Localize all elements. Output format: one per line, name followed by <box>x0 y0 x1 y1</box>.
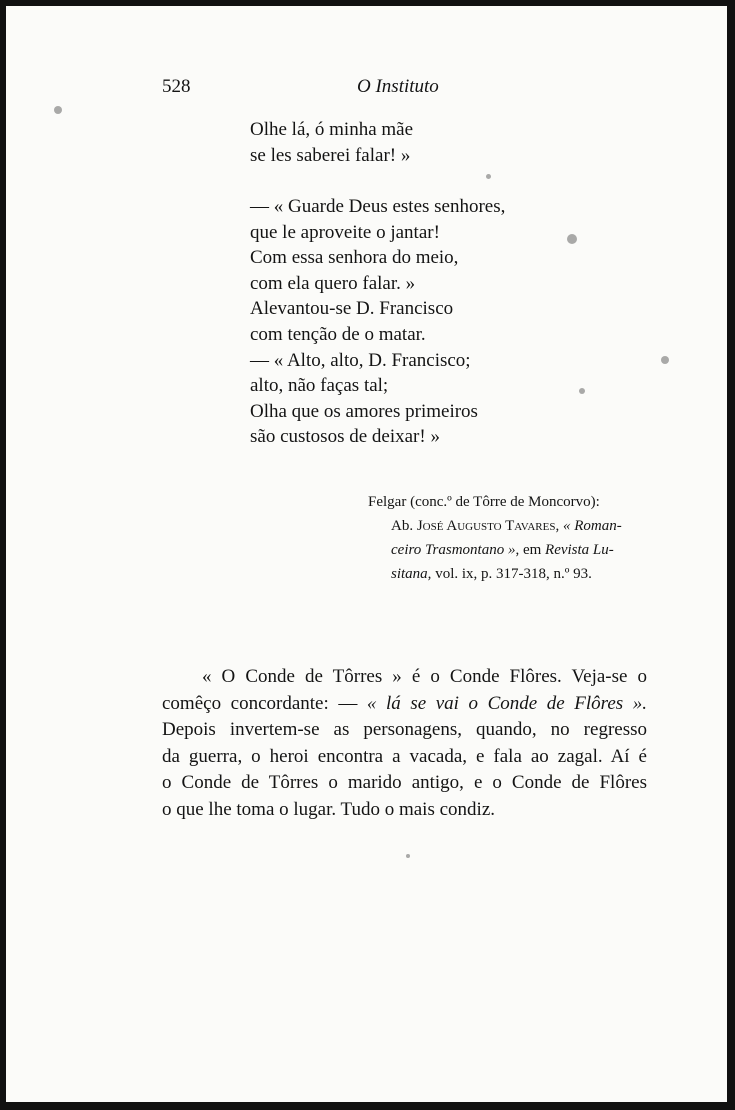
scan-speck <box>579 388 585 394</box>
citation-journal-end: sitana, <box>391 566 432 582</box>
verse-line: Olha que os amores primeiros <box>250 400 478 422</box>
verse-line: que le aproveite o jantar! <box>250 221 440 243</box>
prose-line: Depois invertem-se as personagens, quando, no regresso <box>162 719 647 740</box>
verse-line: com ela quero falar. » <box>250 272 416 294</box>
prose-line: o Conde de Tôrres o marido antigo, e o Conde de Flôres <box>162 772 647 793</box>
scan-speck <box>54 106 62 114</box>
scan-speck <box>661 356 669 364</box>
verse-stanza-1 <box>250 117 413 168</box>
verse-line: Alevantou-se D. Francisco <box>250 298 454 320</box>
verse-stanza-2 <box>250 194 505 450</box>
running-head: O Instituto <box>357 76 439 97</box>
citation-title-start: « Roman- <box>559 518 622 534</box>
verse-line: Olhe lá, ó minha mãe <box>250 119 414 140</box>
scan-speck <box>567 234 577 244</box>
source-citation <box>368 490 668 586</box>
prose-line: « O Conde de Tôrres » é o Conde Flôres. Veja-se o <box>202 666 647 687</box>
scan-speck <box>486 174 491 179</box>
verse-line: — « Alto, alto, D. Francisco; <box>250 349 471 371</box>
citation-connector: , em <box>515 542 546 558</box>
verse-line: se les saberei falar! » <box>250 144 411 166</box>
scan-speck <box>406 854 410 858</box>
verse-line: — « Guarde Deus estes senhores, <box>250 196 506 217</box>
page-number: 528 <box>162 76 191 97</box>
citation-journal-start: Revista Lu- <box>545 542 614 558</box>
verse-line: são custosos de deixar! » <box>250 426 440 448</box>
verse-line: com tenção de o matar. <box>250 323 426 345</box>
citation-volume: vol. ix, p. 317-318, n.º 93. <box>431 566 592 582</box>
page-header <box>162 76 482 102</box>
citation-line-2 <box>368 514 668 538</box>
prose-text: comêço concordante: — <box>162 692 367 714</box>
verse-line: alto, não faças tal; <box>250 375 389 397</box>
citation-line-4 <box>368 562 668 586</box>
prose-line: o que lhe toma o lugar. Tudo o mais condiz. <box>162 798 496 820</box>
citation-line-3 <box>368 538 668 562</box>
prose-line <box>162 691 647 718</box>
citation-title-end: ceiro Trasmontano » <box>391 542 516 558</box>
page <box>6 6 727 1102</box>
verse-line: Com essa senhora do meio, <box>250 247 459 269</box>
citation-author: José Augusto Tavares, <box>416 518 560 534</box>
citation-line-1: Felgar (conc.º de Tôrre de Moncorvo): <box>368 494 600 510</box>
prose-line: da guerra, o heroi encontra a vacada, e fala ao zagal. Aí é <box>162 745 647 767</box>
prose-quote: « lá se vai o Conde de Flôres ». <box>366 692 647 714</box>
commentary-paragraph <box>162 664 647 823</box>
citation-prefix: Ab. <box>391 518 417 534</box>
